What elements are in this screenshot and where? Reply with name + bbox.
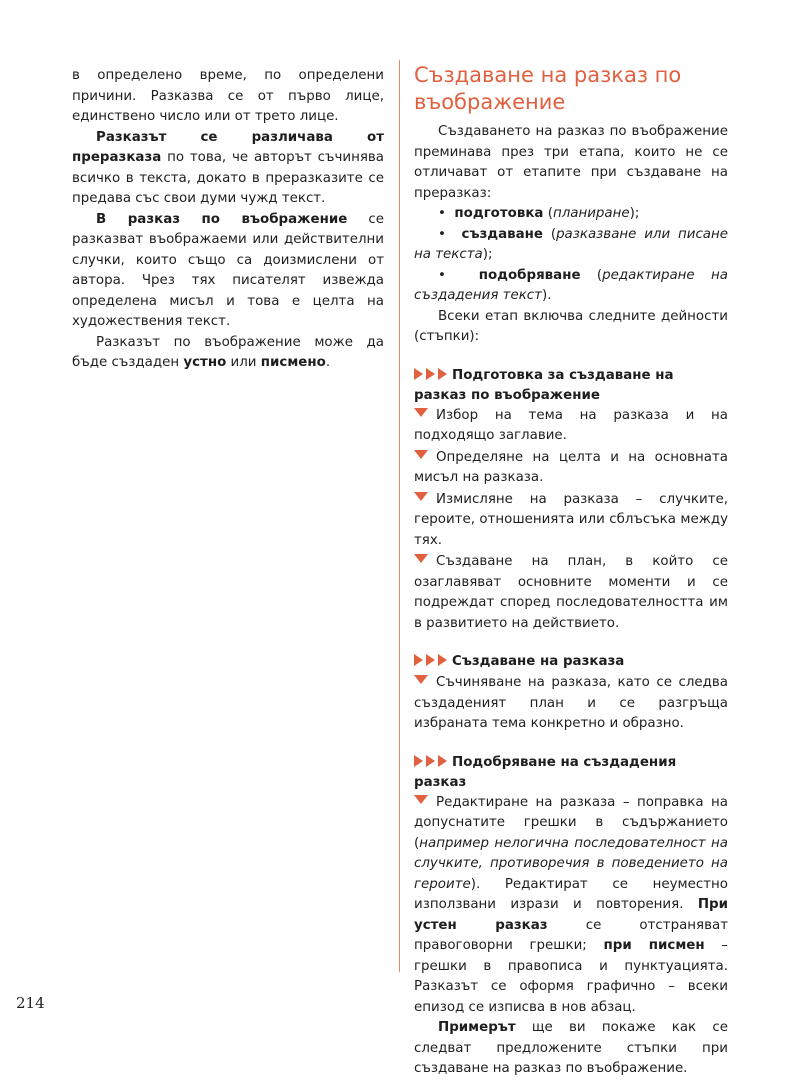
intro-paragraph: Създаването на разказ по въображение преминава през три етапа, които не се отличават от етапите при създаване на преразказ: (414, 124, 728, 201)
bold-term: устно (183, 355, 227, 370)
step-text: Съчиняване на разказа, като се следва създаденият план и се разгръща избраната тема конкретно и образно. (414, 675, 728, 731)
paragraph-text: ); (482, 247, 493, 262)
paragraph-text: или (226, 355, 261, 370)
column-divider (399, 60, 400, 972)
triple-arrow-icon (414, 754, 448, 773)
step-item (414, 489, 728, 552)
italic-term: планиране (552, 206, 630, 221)
final-paragraph (414, 1018, 728, 1080)
italic-term: например нелогична последователност на случките, противоречия в поведението на героите (414, 835, 728, 892)
step-text: Избор на тема на разказа и на подходящо заглавие. (414, 407, 728, 443)
bold-term: при писмен (603, 938, 705, 953)
step-text: Създаване на план, в който се озаглавяват основните моменти и се подреждат според последователността им в развитието на действието. (414, 554, 728, 631)
paragraph-text: ( (543, 226, 557, 242)
bullet-item: • създаване (разказване или писане на текста); (414, 226, 729, 262)
bold-term: Примерът (438, 1020, 516, 1035)
subsection-title: Подготовка за създаване на разказ по въображение (414, 367, 674, 403)
step-text: Редактиране на разказа – поправка на допуснатите грешки в съдържанието ( (414, 794, 728, 851)
left-paragraph-4 (72, 333, 384, 374)
bold-term: В разказ по въображение (96, 211, 348, 227)
step-item (414, 551, 728, 634)
bold-term: писмено (260, 355, 326, 370)
step-item (414, 405, 728, 447)
triangle-down-icon (414, 447, 428, 457)
triangle-down-icon (414, 672, 428, 682)
left-paragraph-2 (72, 128, 384, 210)
left-column (72, 66, 384, 374)
bold-term: подготовка (454, 206, 544, 221)
step-text: се отстраняват правоговорни грешки; (414, 917, 728, 953)
page-number: 214 (16, 994, 45, 1012)
paragraph-text: Разказът по въображение може да бъде създаден (72, 334, 384, 370)
bullet-item: • подготовка (планиране); (438, 206, 640, 221)
paragraph-text: се разказват въображаеми или действителни случки, които също са доизмислени от автора. Чрез тях писателят извежда определена мисъл и това е целта на художествения текст. (72, 211, 385, 329)
subsection-heading-creation (414, 652, 728, 672)
subsection-heading-improvement (414, 753, 728, 792)
paragraph-text: ( (543, 206, 553, 221)
subsection-title: Подобряване на създадения разказ (414, 754, 677, 790)
triangle-down-icon (414, 489, 428, 499)
bold-term: При устен разказ (414, 897, 728, 933)
step-item (414, 792, 728, 1019)
italic-term: редактиране на създадения текст (414, 267, 728, 303)
step-text: Измисляне на разказа – случките, героите, отношенията или сблъсъка между тях. (414, 491, 728, 548)
paragraph-text: . (325, 355, 331, 370)
triple-arrow-icon (414, 367, 448, 386)
bullet-item: • подобряване (редактиране на създадения текст). (414, 267, 728, 303)
left-paragraph-1: в определено време, по определени причини. Разказва се от първо лице, единствено число или от трето лице. (72, 68, 384, 124)
right-column (414, 62, 728, 1080)
bold-term: създаване (461, 226, 544, 242)
paragraph-text: ). (541, 288, 552, 303)
triangle-down-icon (414, 551, 428, 561)
subsection-heading-preparation (414, 366, 728, 405)
bold-term: подобряване (478, 267, 581, 283)
left-paragraph-3 (72, 210, 384, 333)
step-item (414, 672, 728, 735)
step-text: – грешки в правописа и пунктуацията. Разказът се оформя графично – всеки епизод се изписва в нов абзац. (414, 938, 729, 1015)
paragraph-text: ( (580, 267, 603, 283)
bold-term: Разказът се различава от преразказа (72, 129, 384, 165)
stages-paragraph: Всеки етап включва следните дейности (стъпки): (414, 308, 728, 344)
italic-term: разказване или писане на текста (414, 226, 729, 262)
triple-arrow-icon (414, 653, 448, 672)
triangle-down-icon (414, 405, 428, 415)
step-text: ). Редактират се неуместно използвани изрази и повторения. (414, 876, 728, 912)
paragraph-text: ще ви покаже как се следват предложените стъпки при създаване на разказ по въображение. (414, 1020, 728, 1076)
paragraph-text: по това, че авторът съчинява всичко в текста, докато в преразказите се предава със свои думи чужд текст. (72, 150, 384, 206)
section-title: Създаване на разказ по въображение (414, 63, 682, 114)
subsection-title: Създаване на разказа (452, 654, 625, 669)
triangle-down-icon (414, 792, 428, 802)
paragraph-text: ); (629, 206, 640, 221)
step-text: Определяне на целта и на основната мисъл на разказа. (414, 449, 728, 485)
step-item (414, 447, 728, 489)
